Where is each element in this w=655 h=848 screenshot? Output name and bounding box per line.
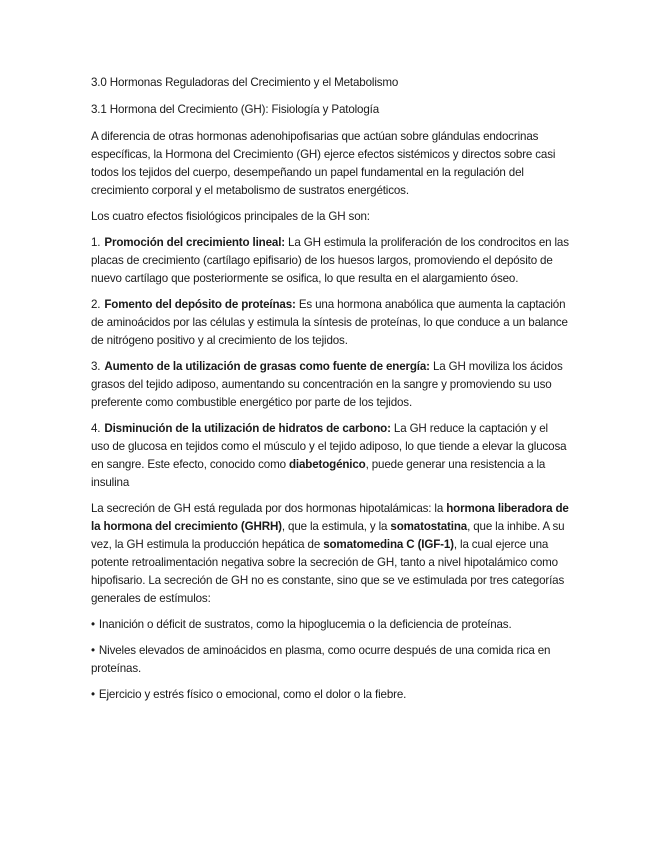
bullet-icon: •: [91, 618, 95, 631]
bullet-text: Niveles elevados de aminoácidos en plasma, como ocurre después de una comida rica en proteínas.: [91, 644, 551, 675]
intro-paragraph: A diferencia de otras hormonas adenohipofisarias que actúan sobre glándulas endocrinas específicas, la Hormona del Crecimiento (GH) ejerce efectos sistémicos y directos sobre casi todos los tejidos del cuerpo, desempeñando un papel fundamental en la regulación del crecimiento corporal y el metabolismo de sustratos energéticos.: [91, 130, 556, 197]
effect-text-end: , puede generar una resistencia a la insulina: [91, 458, 546, 489]
bullet-item-3: [91, 686, 569, 704]
bullet-icon: •: [91, 688, 95, 701]
effect-text: Es una hormona anabólica que aumenta la captación de aminoácidos por las células y estimula la síntesis de proteínas, lo que conduce a un balance de nitrógeno positivo y al crecimiento de los tejidos.: [91, 298, 568, 347]
bullet-item-1: [91, 616, 569, 634]
ghrh-term: hormona liberadora de la hormona del crecimiento (GHRH): [91, 502, 569, 533]
bullet-text: Inanición o déficit de sustratos, como la hipoglucemia o la deficiencia de proteínas.: [98, 618, 512, 631]
effect-text: La GH estimula la proliferación de los condrocitos en las placas de crecimiento (cartílago epifisario) de los huesos largos, promoviendo el depósito de nuevo cartílago que posteriormente se osifica, lo que resulta en el alargamiento óseo.: [91, 236, 569, 285]
regulation-text: , que la inhibe. A su vez, la GH estimula la producción hepática de: [91, 520, 565, 551]
section-heading: 3.0 Hormonas Reguladoras del Crecimiento y el Metabolismo: [91, 76, 399, 89]
effect-item-4: [91, 420, 569, 492]
effect-item-3: [91, 358, 569, 412]
effect-text: La GH moviliza los ácidos grasos del tejido adiposo, aumentando su concentración en la sangre y promoviendo su uso preferente como combustible energético por parte de los tejidos.: [91, 360, 563, 409]
effect-title: Fomento del depósito de proteínas:: [104, 298, 296, 311]
bullet-text: Ejercicio y estrés físico o emocional, como el dolor o la fiebre.: [98, 688, 407, 701]
regulation-text: , que la estimula, y la: [281, 520, 391, 533]
igf1-term: somatomedina C (IGF-1): [323, 538, 454, 551]
regulation-text: , la cual ejerce una potente retroalimentación negativa sobre la secreción de GH, tanto a nivel hipotalámico como hipofisario. La secreción de GH no es constante, sino que se ve estimulada por tres categorías generales de estímulos:: [91, 538, 565, 605]
effects-intro: Los cuatro efectos fisiológicos principales de la GH son:: [91, 210, 370, 223]
effect-title: Aumento de la utilización de grasas como fuente de energía:: [104, 360, 430, 373]
effect-title: Disminución de la utilización de hidratos de carbono:: [104, 422, 391, 435]
bullet-icon: •: [91, 644, 95, 657]
bullet-item-2: [91, 642, 569, 678]
effect-number: 4.: [91, 422, 101, 435]
bold-term: diabetogénico: [288, 458, 366, 471]
effect-number: 1.: [91, 236, 101, 249]
regulation-paragraph: [91, 500, 569, 608]
effect-number: 2.: [91, 298, 101, 311]
somatostatina-term: somatostatina: [390, 520, 468, 533]
effect-item-2: [91, 296, 569, 350]
effect-number: 3.: [91, 360, 101, 373]
effect-item-1: [91, 234, 569, 288]
regulation-text: La secreción de GH está regulada por dos hormonas hipotalámicas: la: [91, 502, 447, 515]
effect-title: Promoción del crecimiento lineal:: [104, 236, 285, 249]
subsection-heading: 3.1 Hormona del Crecimiento (GH): Fisiología y Patología: [91, 103, 380, 116]
effect-text: La GH reduce la captación y el uso de glucosa en tejidos como el músculo y el tejido adiposo, lo que tiende a elevar la glucosa en sangre. Este efecto, conocido como: [91, 422, 567, 471]
